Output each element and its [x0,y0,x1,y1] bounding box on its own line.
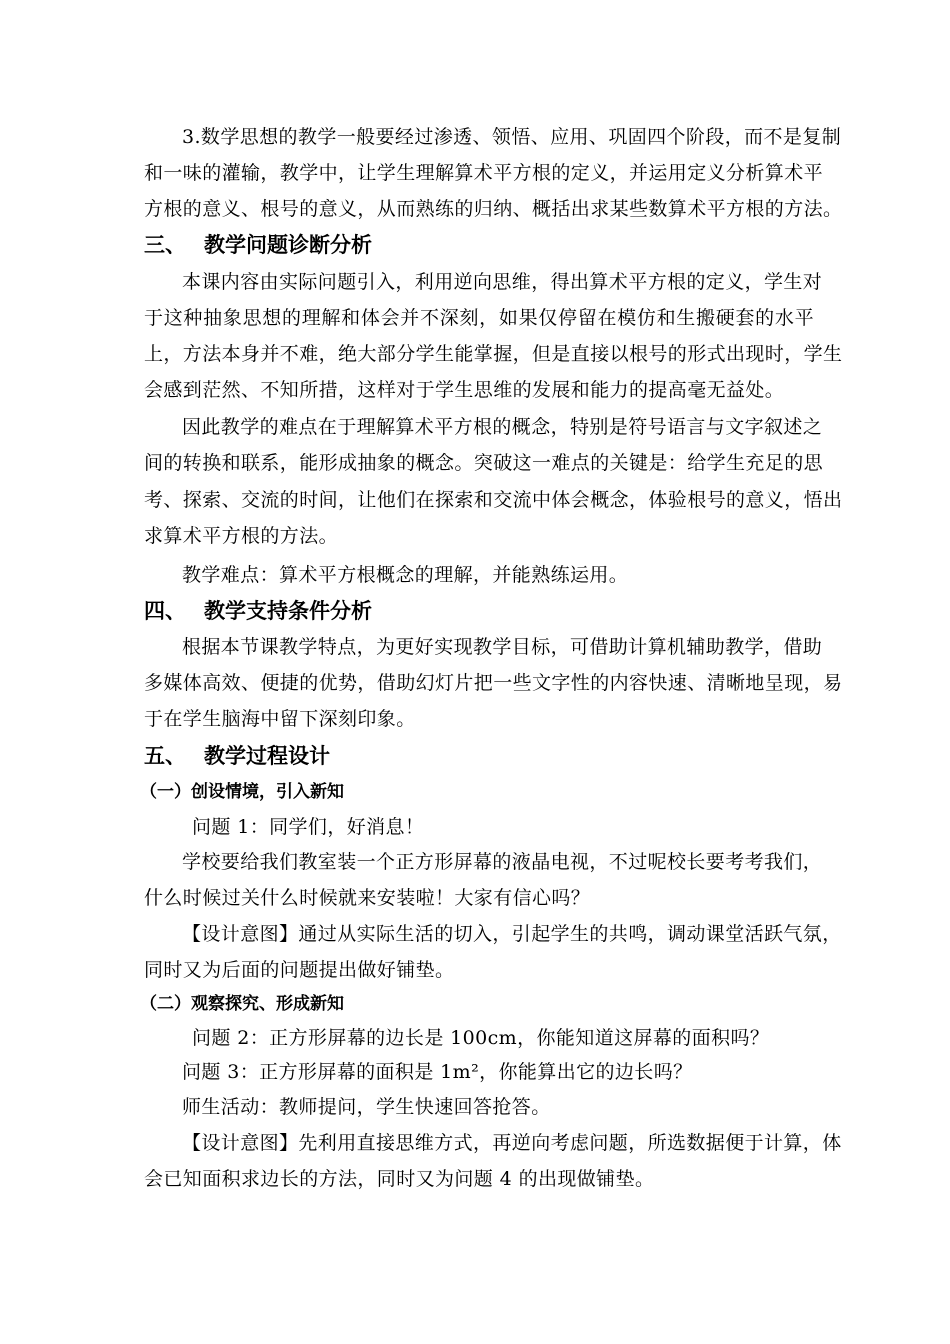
paragraph-line: 什么时候过关什么时候就来安装啦！大家有信心吗？ [144,887,591,909]
paragraph-line: 师生活动：教师提问，学生快速回答抢答。 [182,1096,551,1118]
paragraph-line: 根据本节课教学特点，为更好实现教学目标，可借助计算机辅助教学，借助 [182,636,823,658]
paragraph-line: 于这种抽象思想的理解和体会并不深刻，如果仅停留在模仿和生搬硬套的水平 [144,307,814,329]
paragraph-line: 本课内容由实际问题引入，利用逆向思维，得出算术平方根的定义，学生对 [182,271,823,293]
section-heading-4 [144,597,372,625]
paragraph-line: 同时又为后面的问题提出做好铺垫。 [144,959,455,981]
paragraph-line: 方根的意义、根号的意义，从而熟练的归纳、概括出求某些数算术平方根的方法。 [144,198,843,220]
section-number: 五、 [144,744,186,768]
section-heading-3 [144,231,372,259]
paragraph-line: 会已知面积求边长的方法，同时又为问题 4 的出现做铺垫。 [144,1168,655,1190]
paragraph-line: 求算术平方根的方法。 [144,525,339,547]
paragraph-line: 【设计意图】先利用直接思维方式，再逆向考虑问题，所选数据便于计算，体 [182,1132,842,1154]
section-number: 四、 [144,599,186,623]
section-title: 教学问题诊断分析 [204,233,372,257]
paragraph-line: 考、探索、交流的时间，让他们在探索和交流中体会概念，体验根号的意义，悟出 [144,489,843,511]
paragraph-line: 【设计意图】通过从实际生活的切入，引起学生的共鸣，调动课堂活跃气氛， [182,923,842,945]
paragraph-line: 3.数学思想的教学一般要经过渗透、领悟、应用、巩固四个阶段，而不是复制 [182,126,842,148]
paragraph-line: 间的转换和联系，能形成抽象的概念。突破这一难点的关键是：给学生充足的思 [144,452,824,474]
section-title: 教学支持条件分析 [204,599,372,623]
section-title: 教学过程设计 [204,744,330,768]
question-2: 问题 2：正方形屏幕的边长是 100cm，你能知道这屏幕的面积吗？ [192,1027,770,1049]
paragraph-line: 学校要给我们教室装一个正方形屏幕的液晶电视，不过呢校长要考考我们， [182,851,823,873]
subsection-heading-2: （二）观察探究、形成新知 [140,994,344,1014]
paragraph-line: 和一味的灌输，教学中，让学生理解算术平方根的定义，并运用定义分析算术平 [144,162,824,184]
paragraph-line: 因此教学的难点在于理解算术平方根的概念，特别是符号语言与文字叙述之 [182,416,823,438]
paragraph-line: 上，方法本身并不难，绝大部分学生能掌握，但是直接以根号的形式出现时，学生 [144,343,843,365]
paragraph-line: 教学难点：算术平方根概念的理解，并能熟练运用。 [182,564,629,586]
paragraph-line: 会感到茫然、不知所措，这样对于学生思维的发展和能力的提高毫无益处。 [144,379,785,401]
question-1: 问题 1：同学们，好消息！ [192,816,425,838]
paragraph-line: 多媒体高效、便捷的优势，借助幻灯片把一些文字性的内容快速、清晰地呈现，易 [144,672,843,694]
section-heading-5 [144,742,330,770]
paragraph-line: 于在学生脑海中留下深刻印象。 [144,708,416,730]
subsection-heading-1: （一）创设情境，引入新知 [140,782,344,802]
question-3: 问题 3：正方形屏幕的面积是 1m²，你能算出它的边长吗？ [182,1061,693,1083]
section-number: 三、 [144,233,186,257]
